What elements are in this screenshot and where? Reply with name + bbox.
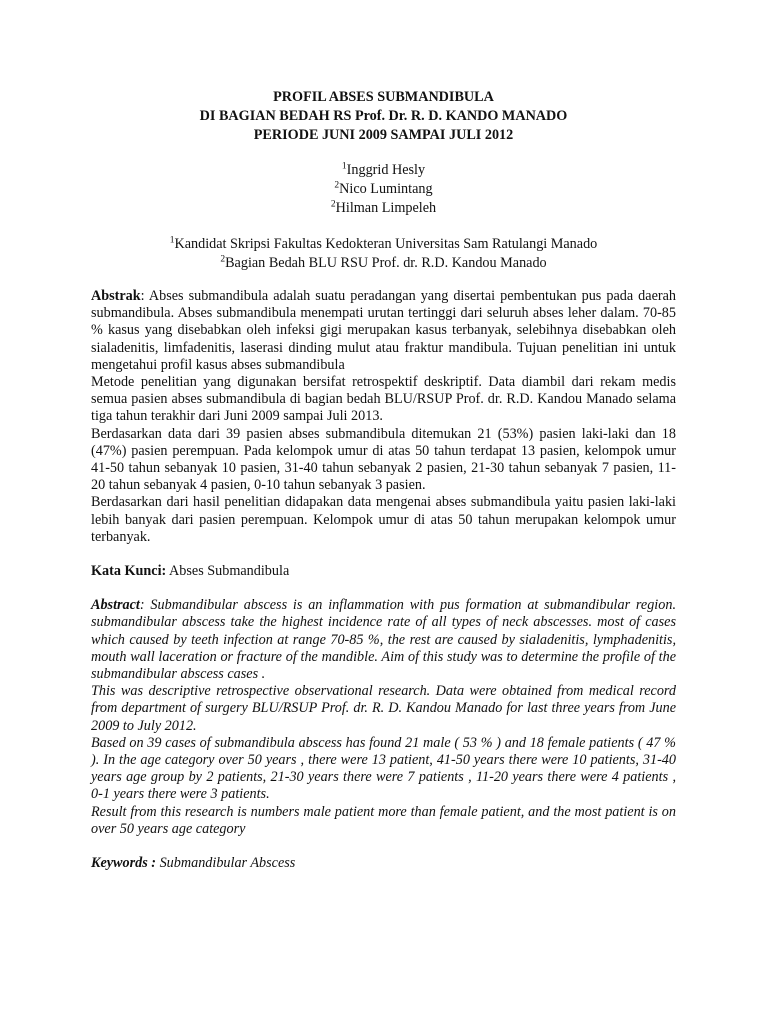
abstract-conclusion: Result from this research is numbers male patient more than female patient, and the most patient is on over 50 years age category <box>91 803 676 837</box>
paper-title <box>91 88 676 145</box>
abstrak-method: Metode penelitian yang digunakan bersifat retrospektif deskriptif. Data diambil dari rekam medis semua pasien abses submandibula di bagian bedah BLU/RSUP Prof. dr. R.D. Kandou Manado selama tiga tahun terakhir dari Juni 2009 sampai Juli 2013. <box>91 374 676 425</box>
affiliation-text: Kandidat Skripsi Fakultas Kedokteran Universitas Sam Ratulangi Manado <box>174 236 598 252</box>
abstract-results: Based on 39 cases of submandibula abscess has found 21 male ( 53 % ) and 18 female patients ( 47 % ). In the age category over 50 years , there were 13 patient, 41-50 years there were 10 patients, 31-40 years age group by 2 patients, 21-30 years there were 7 patients , 11-20 years there were 4 patients , 0-1 years there were 3 patients. <box>91 734 676 803</box>
abstract-method: This was descriptive retrospective observational research. Data were obtained from medical record from department of surgery BLU/RSUP Prof. dr. R. D. Kandou Manado for last three years from June 2009 to July 2012. <box>91 683 676 734</box>
kata-kunci-value: Abses Submandibula <box>166 563 290 580</box>
affiliation <box>91 235 676 254</box>
affiliation-marker: 1 <box>169 235 175 246</box>
author-name: Inggrid Hesly <box>346 162 426 178</box>
affiliation-list <box>91 235 676 272</box>
author-affiliation-marker: 2 <box>334 180 340 191</box>
abstrak-label: Abstrak <box>91 288 141 304</box>
author <box>91 180 676 199</box>
kata-kunci-label: Kata Kunci: <box>91 563 167 580</box>
abstrak-results: Berdasarkan data dari 39 pasien abses submandibula ditemukan 21 (53%) pasien laki-laki dan 18 (47%) pasien perempuan. Pada kelompok umur di atas 50 tahun terdapat 13 pasien, kelompok umur 41-50 tahun sebanyak 10 pasien, 31-40 tahun sebanyak 2 pasien, 21-30 tahun sebanyak 7 pasien, 11-20 tahun sebanyak 4 pasien, 0-10 tahun sebanyak 3 pasien. <box>91 425 676 494</box>
author-name: Nico Lumintang <box>339 181 433 197</box>
abstrak-conclusion: Berdasarkan dari hasil penelitian didapakan data mengenai abses submandibula yaitu pasien laki-laki lebih banyak dari pasien perempuan. Kelompok umur di atas 50 tahun merupakan kelompok umur terbanyak. <box>91 494 676 545</box>
abstract-background: : Submandibular abscess is an inflammation with pus formation at submandibular region. submandibular abscess take the highest incidence rate of all types of neck abscesses. most of cases which caused by teeth infection at range 70-85 %, the rest are caused by sialadenitis, lymphadenitis, mouth wall laceration or fracture of the mandible. Aim of this study was to determine the profile of the submandibular abscess cases . <box>91 597 676 683</box>
keywords-value: Submandibular Abscess <box>156 855 296 872</box>
affiliation-text: Bagian Bedah BLU RSU Prof. dr. R.D. Kandou Manado <box>225 254 547 271</box>
abstract-section <box>91 597 676 838</box>
abstrak-paragraph <box>91 288 676 374</box>
title-line-1: PROFIL ABSES SUBMANDIBULA <box>273 89 494 105</box>
author-name: Hilman Limpeleh <box>335 200 437 216</box>
abstrak-section <box>91 288 676 546</box>
title-line-2: DI BAGIAN BEDAH RS Prof. Dr. R. D. KANDO MANADO <box>199 108 568 124</box>
author-affiliation-marker: 1 <box>341 161 347 172</box>
document-page <box>91 88 676 872</box>
affiliation-marker: 2 <box>220 253 226 264</box>
author-affiliation-marker: 2 <box>330 199 336 210</box>
kata-kunci <box>91 563 676 580</box>
abstract-paragraph <box>91 597 676 683</box>
abstrak-background: : Abses submandibula adalah suatu peradangan yang disertai pembentukan pus pada daerah submandibula. Abses submandibula menempati urutan tertinggi dari seluruh abses leher dalam. 70-85 % kasus yang disebabkan oleh infeksi gigi merupakan kasus terbanyak, selebihnya disebabkan oleh sialadenitis, limfadenitis, laserasi dinding mulut atau fraktur mandibula. Tujuan penelitian ini untuk mengetahui profil kasus abses submandibula <box>91 288 676 373</box>
affiliation <box>91 254 676 273</box>
keywords <box>91 855 676 872</box>
abstract-label: Abstract <box>91 597 140 614</box>
author-list <box>91 161 676 218</box>
keywords-label: Keywords : <box>91 855 157 872</box>
title-line-3: PERIODE JUNI 2009 SAMPAI JULI 2012 <box>253 127 514 143</box>
author <box>91 199 676 218</box>
author <box>91 161 676 180</box>
